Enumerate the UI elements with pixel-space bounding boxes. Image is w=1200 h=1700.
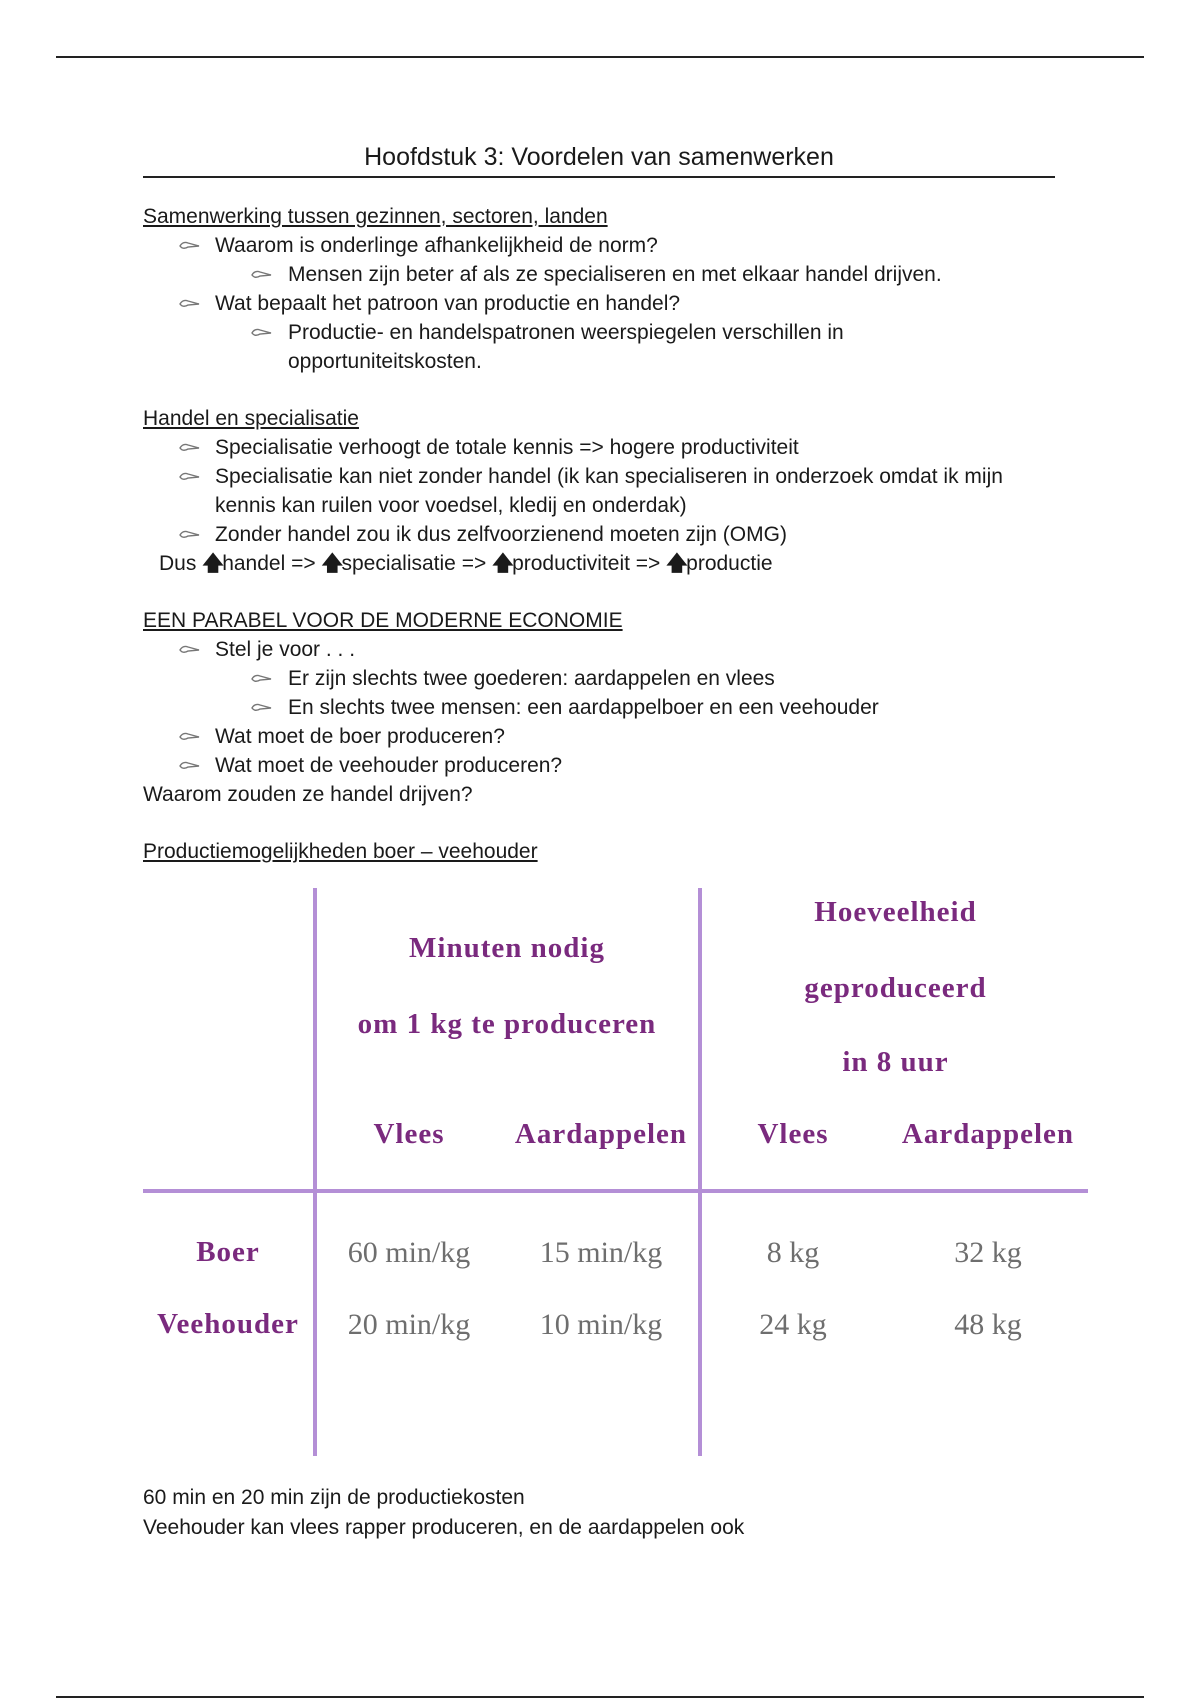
table-cell: 10 min/kg [539,1308,663,1341]
list-item: Er zijn slechts twee goederen: aardappelen en vlees [143,664,1063,693]
section-heading-handel: Handel en specialisatie [143,407,359,430]
table-cell: 60 min/kg [347,1236,471,1269]
table-divider-vertical [698,888,702,1456]
note-line: 60 min en 20 min zijn de productiekosten [143,1486,525,1509]
causal-chain: Dus 🡅handel => 🡅specialisatie => 🡅productiviteit => 🡅productie [143,549,1063,578]
table-cell: 20 min/kg [347,1308,471,1341]
arrow-up-icon: 🡅 [202,552,224,575]
table-cell: 15 min/kg [539,1236,663,1269]
list-item: Wat moet de boer produceren? [143,722,1063,751]
note-line: Veehouder kan vlees rapper produceren, en de aardappelen ook [143,1516,745,1539]
list-item: En slechts twee mensen: een aardappelboer en een veehouder [143,693,1063,722]
hand-pointer-bullet-icon [251,260,277,289]
row-label-veehouder: Veehouder [157,1308,299,1340]
page-title: Hoofdstuk 3: Voordelen van samenwerken [143,140,1055,178]
list-item: Waarom is onderlinge afhankelijkheid de norm? [143,231,1063,260]
hand-pointer-bullet-icon [179,751,205,780]
table-divider-horizontal [143,1189,1088,1193]
group-header-minutes: Minuten nodig [409,932,605,964]
hand-pointer-bullet-icon [179,722,205,751]
column-header-aardappelen: Aardappelen [514,1118,688,1150]
table-cell: 8 kg [766,1236,820,1269]
group-header-quantity: Hoeveelheid [814,896,977,928]
column-header-aardappelen: Aardappelen [901,1118,1075,1150]
section-heading-samenwerking: Samenwerking tussen gezinnen, sectoren, landen [143,205,608,228]
closing-notes [143,1483,744,1543]
group-header-quantity-sub2: in 8 uur [842,1046,949,1078]
document-body [143,140,1063,866]
table-cell: 24 kg [759,1308,827,1341]
table-cell: 48 kg [954,1308,1022,1341]
hand-pointer-bullet-icon [179,289,205,318]
arrow-up-icon: 🡅 [666,552,688,575]
table-cell: 32 kg [954,1236,1022,1269]
hand-pointer-bullet-icon [251,693,277,722]
page-bottom-rule [56,1696,1144,1698]
group-header-quantity-sub: geproduceerd [804,972,987,1004]
table-divider-vertical [313,888,317,1456]
section-heading-productiemogelijkheden: Productiemogelijkheden boer – veehouder [143,840,538,863]
list-item: Stel je voor . . . [143,635,1063,664]
hand-pointer-bullet-icon [179,231,205,260]
hand-pointer-bullet-icon [179,520,205,549]
group-header-minutes-sub: om 1 kg te produceren [357,1008,657,1040]
page-top-rule [56,56,1144,58]
row-label-boer: Boer [196,1236,260,1268]
arrow-up-icon: 🡅 [321,552,344,575]
hand-pointer-bullet-icon [179,635,205,664]
production-table [143,888,1088,1456]
list-item: Zonder handel zou ik dus zelfvoorzienend moeten zijn (OMG) [143,520,1063,549]
column-header-vlees: Vlees [373,1118,445,1150]
hand-pointer-bullet-icon [179,433,205,462]
question-text: Waarom zouden ze handel drijven? [143,783,473,806]
list-item: Productie- en handelspatronen weerspiegelen verschillen in opportuniteitskosten. [143,318,1063,376]
hand-pointer-bullet-icon [179,462,205,491]
list-item: Specialisatie kan niet zonder handel (ik kan specialiseren in onderzoek omdat ik mijn kennis kan ruilen voor voedsel, kledij en onderdak) [143,462,1063,520]
arrow-up-icon: 🡅 [492,552,514,575]
column-header-vlees: Vlees [757,1118,829,1150]
list-item: Wat bepaalt het patroon van productie en handel? [143,289,1063,318]
list-item: Specialisatie verhoogt de totale kennis => hogere productiviteit [143,433,1063,462]
hand-pointer-bullet-icon [251,664,277,693]
list-item: Mensen zijn beter af als ze specialiseren en met elkaar handel drijven. [143,260,1063,289]
hand-pointer-bullet-icon [251,318,277,347]
list-item: Wat moet de veehouder produceren? [143,751,1063,780]
section-heading-parabel: EEN PARABEL VOOR DE MODERNE ECONOMIE [143,609,623,632]
